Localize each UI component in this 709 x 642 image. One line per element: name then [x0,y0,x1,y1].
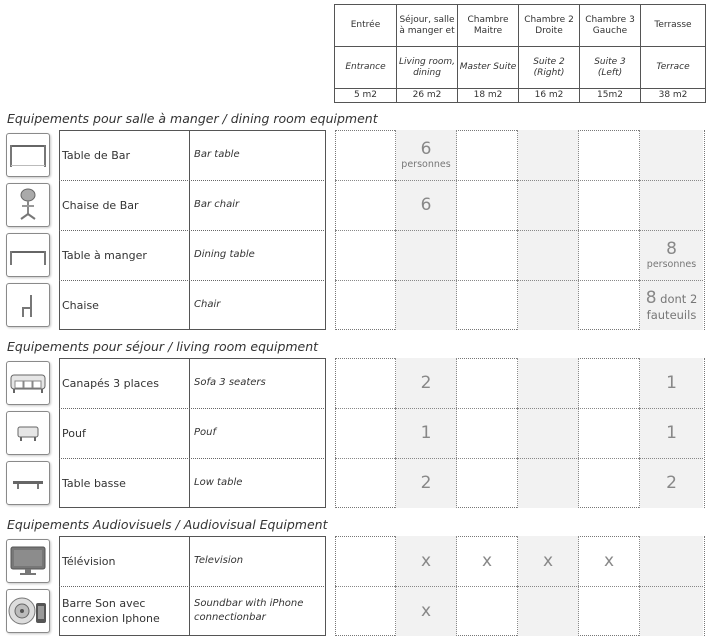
quantity-value: x [603,551,615,571]
equipment-name-fr: Table de Bar [62,148,130,162]
equipment-row [4,408,704,458]
room-header-en [519,47,580,89]
equipment-label-fr [59,230,190,280]
quantity-cell [579,180,640,230]
quantity-value: 6 [420,195,432,215]
quantity-cell [518,130,579,180]
quantity-with-note [646,288,698,308]
quantity-cell [640,458,703,508]
room-name-en: Suite 2 (Right) [533,56,565,78]
equipment-name-en: Pouf [194,427,217,438]
section-title: Equipements Audiovisuels / Audiovisual Equipment [7,517,328,532]
room-header-fr [397,5,458,47]
quantity-value: 6 [420,139,432,159]
equipment-label-en [190,358,324,408]
room-name-fr: Terrasse [654,20,692,30]
soundbar-icon [6,589,50,633]
equipment-label-en [190,180,324,230]
equipment-name-fr: Télévision [62,554,116,568]
section-title: Equipements pour séjour / living room equipment [7,339,319,354]
quantity-cell [640,358,703,408]
quantity-cell [336,586,396,636]
room-name-fr: Chambre Maitre [467,14,509,36]
quantity-value: 2 [420,473,432,493]
room-header-en [580,47,641,89]
room-name-fr: Chambre 3 Gauche [585,14,635,36]
quantity-value: x [420,551,432,571]
quantity-value: 2 [420,373,432,393]
quantity-cell [640,230,703,280]
equipment-row [4,180,704,230]
equipment-label-fr [59,280,190,330]
quantity-cell [640,280,703,330]
equipment-label-en [190,458,324,508]
quantity-cell [579,280,640,330]
equipment-label-en [190,536,324,586]
row-separator [335,230,703,231]
quantity-cell [396,586,457,636]
equipment-label-fr [59,130,190,180]
quantity-cell [457,230,518,280]
quantity-unit: personnes [646,259,697,270]
quantity-cell [396,180,457,230]
quantity-cell [336,536,396,586]
quantity-value: 8 [645,288,657,308]
room-name-en: Master Suite [459,62,517,72]
room-sizes-row [335,89,706,103]
row-separator [335,408,703,409]
row-separator [335,180,703,181]
equipment-label-en [190,280,324,330]
equipment-name-en: Dining table [194,249,255,260]
quantity-cell [396,280,457,330]
quantity-cell [336,180,396,230]
quantity-cell [396,408,457,458]
room-header-en [397,47,458,89]
low-table-icon [6,461,50,505]
room-name-fr: Entrée [350,20,381,30]
quantity-value: x [542,551,554,571]
equipment-name-en: Bar table [194,149,240,160]
quantity-cell [396,536,457,586]
quantity-cell [457,458,518,508]
equipment-row [4,586,704,636]
quantity-cell [579,230,640,280]
quantity-cell [640,586,703,636]
equipment-name-en: Soundbar with iPhone connectionbar [194,598,304,623]
quantity-cell [640,130,703,180]
equipment-name-fr: Chaise [62,298,99,312]
quantity-cell [518,230,579,280]
quantity-cell [336,280,396,330]
quantity-value: x [420,601,432,621]
quantity-cell [336,130,396,180]
equipment-label-fr [59,458,190,508]
quantity-value: x [481,551,493,571]
quantity-cell [457,280,518,330]
quantity-cell [396,130,457,180]
equipment-label-fr [59,180,190,230]
quantity-value: 1 [420,423,432,443]
room-header-fr [458,5,519,47]
quantity-cell [396,230,457,280]
quantity-cell [457,536,518,586]
room-header-fr [641,5,706,47]
pouf-icon [6,411,50,455]
equipment-name-en: Chair [194,299,221,310]
quantity-cell [518,458,579,508]
room-header-fr [335,5,397,47]
quantity-cell [457,130,518,180]
row-separator [335,280,703,281]
quantity-cell [518,536,579,586]
rooms-header-table [334,4,706,103]
quantity-cell [518,358,579,408]
equipment-label-en [190,586,324,636]
equipment-row [4,536,704,586]
room-size: 5 m2 [335,89,397,103]
quantity-note: fauteuils [646,308,697,322]
quantity-cell [457,408,518,458]
quantity-cell [518,408,579,458]
equipment-name-fr: Table basse [62,476,126,490]
quantity-cell [336,230,396,280]
quantity-value: 8 [666,239,677,259]
quantity-cell [336,408,396,458]
equipment-name-en: Low table [194,477,243,488]
row-separator [335,458,703,459]
quantity-cell [457,358,518,408]
quantity-cell [640,408,703,458]
room-size: 38 m2 [641,89,706,103]
room-header-en [335,47,397,89]
equipment-label-fr [59,358,190,408]
quantity-cell [457,180,518,230]
row-separator [59,458,324,459]
row-separator [59,180,324,181]
room-name-en: Suite 3 (Left) [594,56,626,78]
room-name-en: Entrance [345,62,386,72]
room-name-fr: Chambre 2 Droite [524,14,574,36]
quantity-cell [336,458,396,508]
equipment-row [4,458,704,508]
sofa-icon [6,361,50,405]
quantity-value: 1 [666,373,677,393]
quantity-cell [457,586,518,636]
row-separator [59,586,324,587]
television-icon [6,539,50,583]
row-separator [59,408,324,409]
quantity-cell [518,180,579,230]
room-names-en-row [335,47,706,89]
equipment-label-en [190,230,324,280]
room-name-fr: Séjour, salle à manger et [399,14,455,36]
chair-icon [6,283,50,327]
room-size: 15m2 [580,89,641,103]
section-title: Equipements pour salle à manger / dining room equipment [7,111,378,126]
equipment-row [4,130,704,180]
equipment-name-fr: Barre Son avec connexion Iphone [62,597,160,625]
equipment-label-fr [59,586,190,636]
equipment-label-fr [59,408,190,458]
equipment-label-en [190,130,324,180]
quantity-cell [396,458,457,508]
row-separator [59,280,324,281]
dining-table-icon [6,233,50,277]
equipment-label-fr [59,536,190,586]
equipment-label-en [190,408,324,458]
room-name-en: Terrace [656,62,690,72]
bar-chair-icon [6,183,50,227]
quantity-note: dont 2 [656,292,698,306]
quantity-cell [518,280,579,330]
room-name-en: Living room, dining [399,56,455,78]
quantity-value: 1 [666,423,677,443]
room-header-fr [580,5,641,47]
equipment-name-fr: Table à manger [62,248,147,262]
quantity-cell [579,586,640,636]
quantity-cell [579,358,640,408]
equipment-name-en: Television [194,555,244,566]
quantity-cell [396,358,457,408]
room-header-en [641,47,706,89]
equipment-row [4,230,704,280]
room-size: 16 m2 [519,89,580,103]
quantity-unit: personnes [401,159,451,170]
room-header-fr [519,5,580,47]
row-separator [59,230,324,231]
equipment-name-fr: Chaise de Bar [62,198,139,212]
room-names-fr-row [335,5,706,47]
room-size: 18 m2 [458,89,519,103]
quantity-cell [640,180,703,230]
quantity-cell [579,458,640,508]
quantity-cell [579,408,640,458]
equipment-name-en: Sofa 3 seaters [194,377,266,388]
quantity-cell [640,536,703,586]
quantity-value: 2 [666,473,677,493]
quantity-cell [579,130,640,180]
row-separator [335,586,703,587]
equipment-name-en: Bar chair [194,199,240,210]
bar-table-icon [6,133,50,177]
quantity-cell [336,358,396,408]
quantity-cell [579,536,640,586]
equipment-name-fr: Pouf [62,426,86,440]
room-size: 26 m2 [397,89,458,103]
room-header-en [458,47,519,89]
equipment-name-fr: Canapés 3 places [62,376,159,390]
quantity-cell [518,586,579,636]
equipment-row [4,358,704,408]
equipment-row [4,280,704,330]
